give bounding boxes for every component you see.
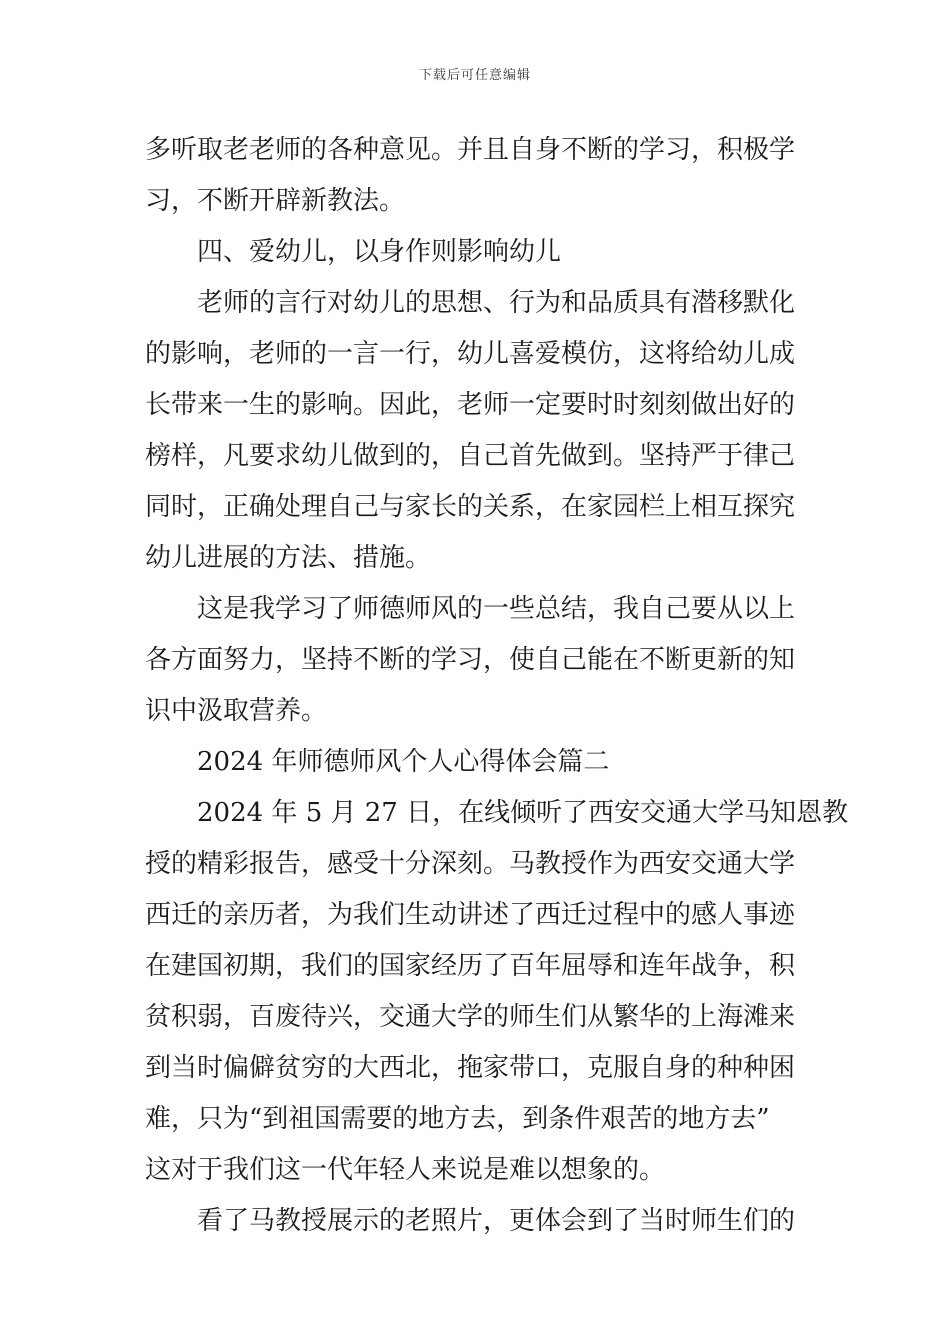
text-line: 授的精彩报告，感受十分深刻。马教授作为西安交通大学 <box>145 849 796 879</box>
text-line: 看了马教授展示的老照片，更体会到了当时师生们的 <box>197 1206 796 1236</box>
text-line: 这是我学习了师德师风的一些总结，我自己要从以上 <box>197 594 796 624</box>
text-line: 难，只为“到祖国需要的地方去，到条件艰苦的地方去” <box>145 1104 770 1134</box>
text-line: 在建国初期，我们的国家经历了百年屈辱和连年战争，积 <box>145 951 796 981</box>
text-line: 老师的言行对幼儿的思想、行为和品质具有潜移默化 <box>197 288 796 318</box>
text-line: 多听取老老师的各种意见。并且自身不断的学习，积极学 <box>145 135 796 165</box>
text-line: 幼儿进展的方法、措施。 <box>145 543 432 573</box>
text-line: 习，不断开辟新教法。 <box>145 186 406 216</box>
text-line: 贫积弱，百废待兴，交通大学的师生们从繁华的上海滩来 <box>145 1002 796 1032</box>
text-line: 西迁的亲历者，为我们生动讲述了西迁过程中的感人事迹 <box>145 900 796 930</box>
text-line: 同时，正确处理自己与家长的关系，在家园栏上相互探究 <box>145 492 796 522</box>
text-line: 四、爱幼儿，以身作则影响幼儿 <box>197 237 562 267</box>
page-header: 下载后可任意编辑 <box>418 68 531 83</box>
text-line: 识中汲取营养。 <box>145 696 328 726</box>
text-line: 各方面努力，坚持不断的学习，使自己能在不断更新的知 <box>145 645 796 675</box>
text-line: 这对于我们这一代年轻人来说是难以想象的。 <box>145 1155 666 1185</box>
text-line: 2024 年师德师风个人心得体会篇二 <box>197 747 610 777</box>
text-line: 到当时偏僻贫穷的大西北，拖家带口，克服自身的种种困 <box>145 1053 796 1083</box>
text-line: 长带来一生的影响。因此，老师一定要时时刻刻做出好的 <box>145 390 796 420</box>
text-line: 2024 年 5 月 27 日，在线倾听了西安交通大学马知恩教 <box>197 798 849 828</box>
text-line: 榜样，凡要求幼儿做到的，自己首先做到。坚持严于律己 <box>145 441 796 471</box>
document-body <box>145 125 849 1247</box>
text-line: 的影响，老师的一言一行，幼儿喜爱模仿，这将给幼儿成 <box>145 339 796 369</box>
